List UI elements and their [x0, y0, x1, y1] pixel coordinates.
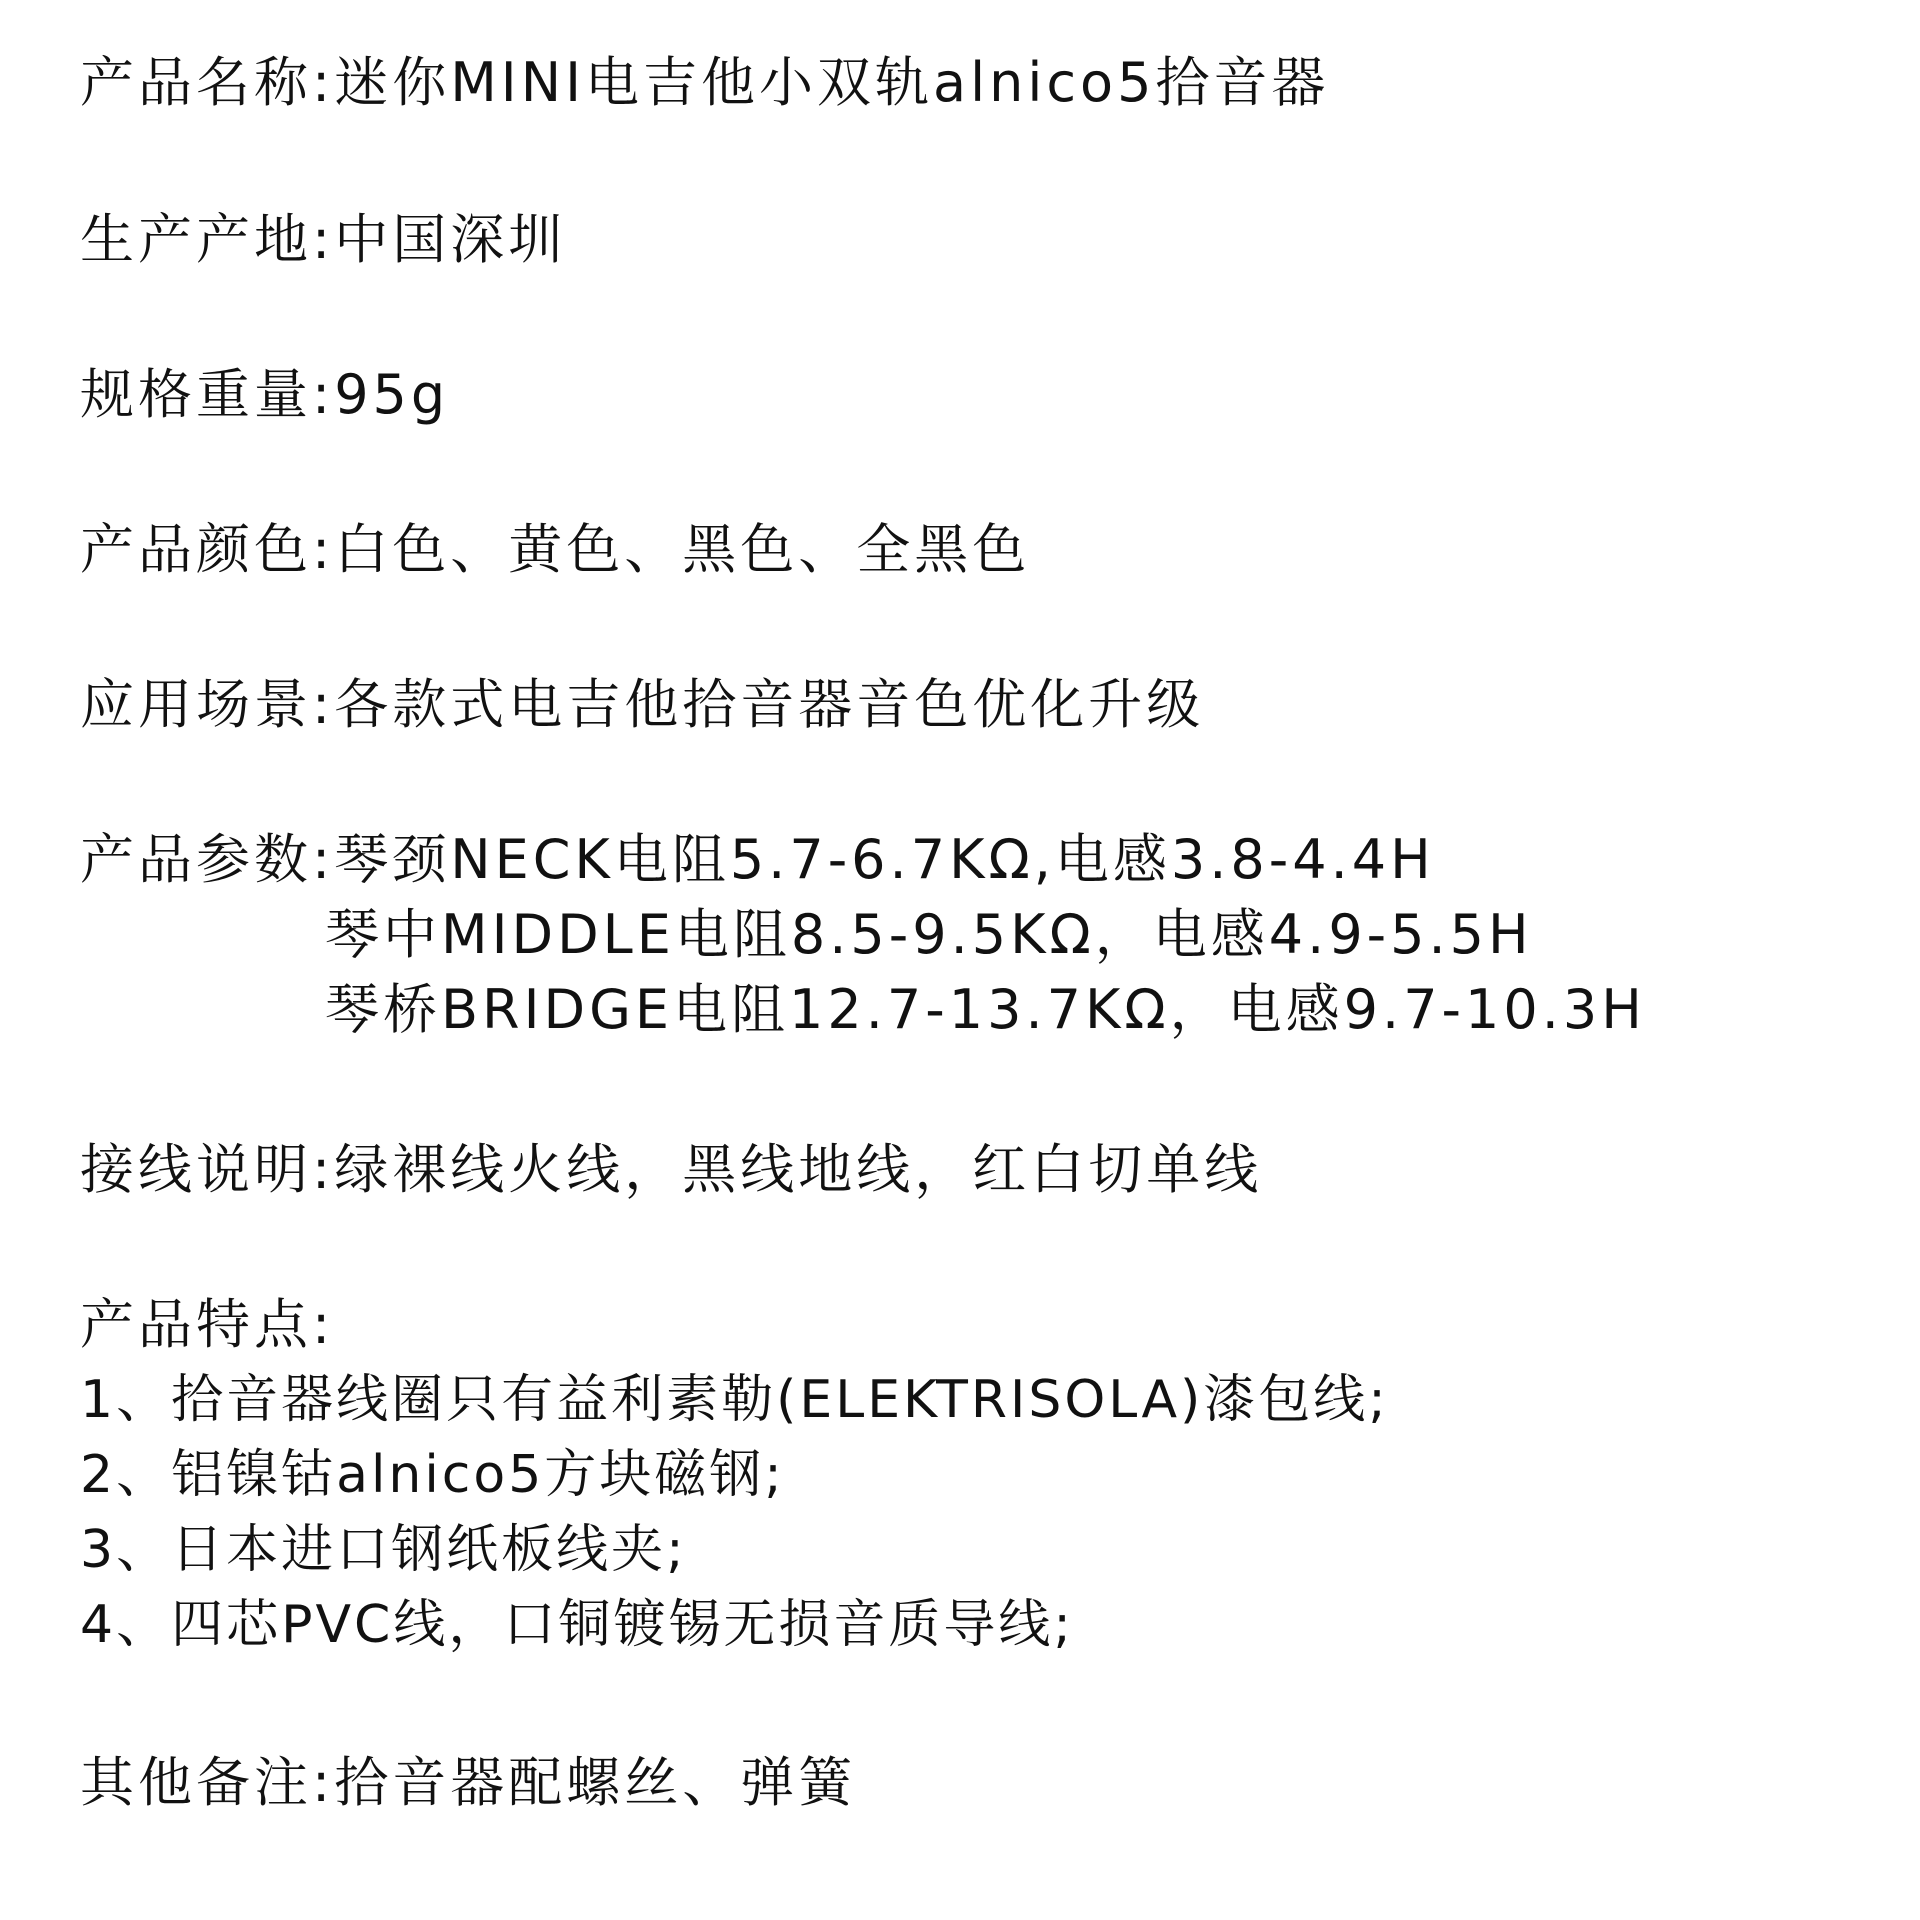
- params-middle-line: 琴中MIDDLE电阻8.5-9.5KΩ，电感4.9-5.5H: [325, 903, 1533, 966]
- params-bridge-line: 琴桥BRIDGE电阻12.7-13.7KΩ，电感9.7-10.3H: [325, 978, 1646, 1041]
- weight-line: 规格重量:95g: [80, 363, 450, 426]
- features-heading: 产品特点:: [80, 1293, 335, 1356]
- wiring-line: 接线说明:绿裸线火线，黑线地线，红白切单线: [80, 1138, 1263, 1201]
- application-line: 应用场景:各款式电吉他拾音器音色优化升级: [80, 673, 1205, 736]
- feature-item: 2、铝镍钴alnico5方块磁钢;: [80, 1445, 785, 1505]
- feature-item: 4、四芯PVC线，口铜镀锡无损音质导线;: [80, 1595, 1074, 1655]
- feature-item: 1、拾音器线圈只有益利素勒(ELEKTRISOLA)漆包线;: [80, 1370, 1389, 1430]
- origin-line: 生产产地:中国深圳: [80, 208, 567, 271]
- params-neck-line: 产品参数:琴颈NECK电阻5.7-6.7KΩ,电感3.8-4.4H: [80, 828, 1435, 891]
- feature-item: 3、日本进口钢纸板线夹;: [80, 1520, 687, 1580]
- product-name-line: 产品名称:迷你MINI电吉他小双轨alnico5拾音器: [80, 51, 1330, 114]
- colors-line: 产品颜色:白色、黄色、黑色、全黑色: [80, 518, 1031, 581]
- remarks-line: 其他备注:拾音器配螺丝、弹簧: [80, 1751, 857, 1814]
